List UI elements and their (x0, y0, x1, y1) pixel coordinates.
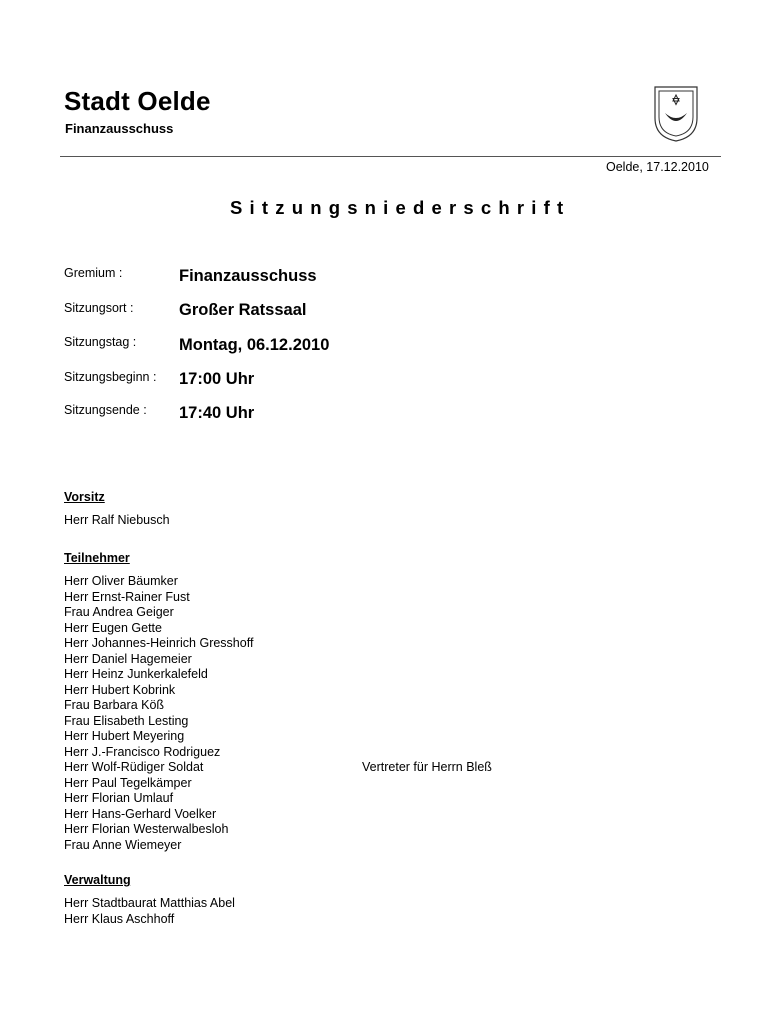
meta-value-sitzungsende: 17:40 Uhr (179, 404, 255, 422)
list-item: Frau Andrea Geiger (64, 605, 174, 619)
list-item: Herr Hubert Meyering (64, 729, 185, 743)
meta-label-sitzungsbeginn: Sitzungsbeginn : (64, 370, 157, 384)
list-item: Herr Ralf Niebusch (64, 513, 170, 527)
list-item: Herr Klaus Aschhoff (64, 911, 175, 926)
list-item: Herr Heinz Junkerkalefeld (64, 667, 208, 681)
substitute-note: Vertreter für Herrn Bleß (362, 760, 492, 774)
document-title: Sitzungsniederschrift (230, 197, 571, 218)
header-divider (60, 156, 721, 157)
meta-label-sitzungsende: Sitzungsende : (64, 403, 147, 417)
list-item: Frau Anne Wiemeyer (64, 837, 182, 852)
section-vorsitz (64, 490, 170, 529)
list-item: Herr Florian Umlauf (64, 791, 174, 805)
list-item: Frau Barbara Köß (64, 698, 165, 712)
meta-value-sitzungsort: Großer Ratssaal (179, 301, 307, 319)
meta-label-gremium: Gremium : (64, 266, 123, 280)
section-teilnehmer (64, 551, 492, 853)
document-date: Oelde, 17.12.2010 (606, 160, 709, 174)
list-item: Herr Johannes-Heinrich Gresshoff (64, 636, 254, 650)
list-item: Herr Ernst-Rainer Fust (64, 589, 190, 604)
meta-value-sitzungsbeginn: 17:00 Uhr (179, 370, 255, 388)
section-verwaltung (64, 873, 235, 927)
list-item: Herr Florian Westerwalbesloh (64, 822, 229, 836)
section-heading-vorsitz: Vorsitz (64, 490, 105, 504)
list-item: Herr Hans-Gerhard Voelker (64, 806, 217, 821)
list-item-soldat (64, 760, 492, 776)
section-heading-teilnehmer: Teilnehmer (64, 551, 130, 565)
list-item: Frau Elisabeth Lesting (64, 713, 189, 728)
list-item: Herr Daniel Hagemeier (64, 651, 192, 666)
list-item-name: Herr Wolf-Rüdiger Soldat (64, 760, 204, 774)
list-item: Herr Hubert Kobrink (64, 682, 176, 697)
list-item: Herr Oliver Bäumker (64, 574, 178, 588)
meta-label-sitzungstag: Sitzungstag : (64, 335, 137, 349)
list-item: Herr Paul Tegelkämper (64, 775, 192, 790)
committee-name: Finanzausschuss (65, 121, 174, 136)
meta-value-sitzungstag: Montag, 06.12.2010 (179, 336, 330, 354)
coat-of-arms-icon (652, 85, 700, 143)
list-item: Herr Stadtbaurat Matthias Abel (64, 896, 235, 910)
section-heading-verwaltung: Verwaltung (64, 873, 131, 887)
meta-value-gremium: Finanzausschuss (179, 267, 317, 285)
list-item: Herr J.-Francisco Rodriguez (64, 744, 221, 759)
org-name: Stadt Oelde (64, 86, 211, 116)
meta-label-sitzungsort: Sitzungsort : (64, 301, 134, 315)
list-item: Herr Eugen Gette (64, 620, 162, 635)
